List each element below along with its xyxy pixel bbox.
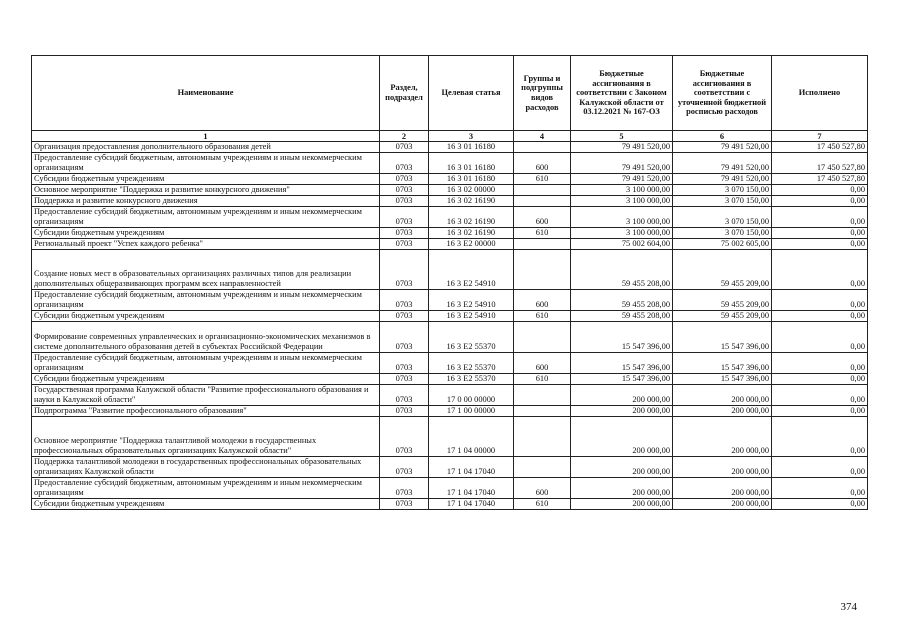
row-executed: 0,00 bbox=[772, 353, 868, 374]
row-name: Предоставление субсидий бюджетным, автономным учреждениям и иным некоммерческим организациям bbox=[32, 153, 380, 174]
row-executed: 0,00 bbox=[772, 374, 868, 385]
row-law-allocation: 79 491 520,00 bbox=[571, 174, 673, 185]
row-group: 600 bbox=[514, 478, 571, 499]
table-row bbox=[32, 228, 868, 239]
row-target: 17 1 04 00000 bbox=[429, 417, 514, 457]
row-law-allocation: 200 000,00 bbox=[571, 385, 673, 406]
row-section: 0703 bbox=[380, 406, 429, 417]
row-refined-allocation: 200 000,00 bbox=[673, 499, 772, 510]
row-law-allocation: 3 100 000,00 bbox=[571, 196, 673, 207]
row-name: Поддержка и развитие конкурсного движения bbox=[32, 196, 380, 207]
row-target: 16 3 02 16190 bbox=[429, 228, 514, 239]
row-name: Поддержка талантливой молодежи в государственных профессиональных образовательных организациях Калужской области bbox=[32, 457, 380, 478]
row-section: 0703 bbox=[380, 311, 429, 322]
row-name: Субсидии бюджетным учреждениям bbox=[32, 311, 380, 322]
column-number: 1 bbox=[32, 131, 380, 142]
table-row bbox=[32, 385, 868, 406]
table-row bbox=[32, 250, 868, 290]
row-group bbox=[514, 142, 571, 153]
table-row bbox=[32, 142, 868, 153]
row-name: Подпрограмма "Развитие профессионального образования" bbox=[32, 406, 380, 417]
row-target: 16 3 E2 55370 bbox=[429, 322, 514, 353]
row-target: 16 3 02 00000 bbox=[429, 185, 514, 196]
row-law-allocation: 200 000,00 bbox=[571, 406, 673, 417]
row-executed: 17 450 527,80 bbox=[772, 153, 868, 174]
row-law-allocation: 200 000,00 bbox=[571, 478, 673, 499]
table-row bbox=[32, 457, 868, 478]
table-row bbox=[32, 185, 868, 196]
row-executed: 17 450 527,80 bbox=[772, 174, 868, 185]
row-name: Создание новых мест в образовательных организациях различных типов для реализации дополнительных общеразвивающих программ всех направленностей bbox=[32, 250, 380, 290]
column-number-row bbox=[32, 131, 868, 142]
table-row bbox=[32, 499, 868, 510]
row-name: Субсидии бюджетным учреждениям bbox=[32, 174, 380, 185]
row-refined-allocation: 3 070 150,00 bbox=[673, 196, 772, 207]
row-law-allocation: 15 547 396,00 bbox=[571, 374, 673, 385]
row-group: 600 bbox=[514, 153, 571, 174]
row-section: 0703 bbox=[380, 196, 429, 207]
row-target: 16 3 02 16190 bbox=[429, 207, 514, 228]
row-executed: 0,00 bbox=[772, 196, 868, 207]
row-name: Предоставление субсидий бюджетным, автономным учреждениям и иным некоммерческим организациям bbox=[32, 353, 380, 374]
table-row bbox=[32, 239, 868, 250]
table-row bbox=[32, 196, 868, 207]
row-group: 600 bbox=[514, 290, 571, 311]
row-group bbox=[514, 239, 571, 250]
row-target: 17 1 04 17040 bbox=[429, 457, 514, 478]
row-name: Государственная программа Калужской области "Развитие профессионального образования и науки в Калужской области" bbox=[32, 385, 380, 406]
row-law-allocation: 200 000,00 bbox=[571, 499, 673, 510]
column-number: 4 bbox=[514, 131, 571, 142]
row-refined-allocation: 3 070 150,00 bbox=[673, 185, 772, 196]
row-section: 0703 bbox=[380, 250, 429, 290]
row-law-allocation: 200 000,00 bbox=[571, 417, 673, 457]
row-section: 0703 bbox=[380, 322, 429, 353]
row-section: 0703 bbox=[380, 353, 429, 374]
row-law-allocation: 15 547 396,00 bbox=[571, 353, 673, 374]
row-target: 16 3 E2 54910 bbox=[429, 290, 514, 311]
row-name: Формирование современных управленческих и организационно-экономических механизмов в системе дополнительного образования детей в субъектах Российской Федерации bbox=[32, 322, 380, 353]
row-name: Организация предоставления дополнительного образования детей bbox=[32, 142, 380, 153]
row-refined-allocation: 59 455 209,00 bbox=[673, 290, 772, 311]
row-section: 0703 bbox=[380, 499, 429, 510]
row-section: 0703 bbox=[380, 374, 429, 385]
row-group bbox=[514, 417, 571, 457]
table-row bbox=[32, 311, 868, 322]
table-body bbox=[32, 142, 868, 510]
row-target: 17 1 00 00000 bbox=[429, 406, 514, 417]
row-name: Основное мероприятие "Поддержка и развитие конкурсного движения" bbox=[32, 185, 380, 196]
row-name: Субсидии бюджетным учреждениям bbox=[32, 374, 380, 385]
row-executed: 0,00 bbox=[772, 417, 868, 457]
row-target: 16 3 E2 54910 bbox=[429, 311, 514, 322]
row-name: Предоставление субсидий бюджетным, автономным учреждениям и иным некоммерческим организациям bbox=[32, 207, 380, 228]
column-number: 7 bbox=[772, 131, 868, 142]
table-row bbox=[32, 478, 868, 499]
page-number: 374 bbox=[840, 601, 857, 613]
row-target: 16 3 E2 54910 bbox=[429, 250, 514, 290]
row-refined-allocation: 15 547 396,00 bbox=[673, 322, 772, 353]
row-section: 0703 bbox=[380, 228, 429, 239]
row-name: Субсидии бюджетным учреждениям bbox=[32, 228, 380, 239]
row-name: Предоставление субсидий бюджетным, автономным учреждениям и иным некоммерческим организациям bbox=[32, 478, 380, 499]
header-executed: Исполнено bbox=[772, 56, 868, 131]
row-refined-allocation: 200 000,00 bbox=[673, 457, 772, 478]
row-executed: 0,00 bbox=[772, 499, 868, 510]
row-executed: 0,00 bbox=[772, 406, 868, 417]
row-target: 16 3 E2 55370 bbox=[429, 353, 514, 374]
row-law-allocation: 200 000,00 bbox=[571, 457, 673, 478]
row-group: 600 bbox=[514, 207, 571, 228]
row-section: 0703 bbox=[380, 385, 429, 406]
table-row bbox=[32, 353, 868, 374]
row-group bbox=[514, 385, 571, 406]
row-refined-allocation: 200 000,00 bbox=[673, 417, 772, 457]
row-section: 0703 bbox=[380, 239, 429, 250]
row-executed: 0,00 bbox=[772, 290, 868, 311]
row-group: 610 bbox=[514, 499, 571, 510]
row-target: 16 3 01 16180 bbox=[429, 174, 514, 185]
row-section: 0703 bbox=[380, 290, 429, 311]
table-row bbox=[32, 207, 868, 228]
row-executed: 0,00 bbox=[772, 457, 868, 478]
row-group: 600 bbox=[514, 353, 571, 374]
row-section: 0703 bbox=[380, 142, 429, 153]
row-law-allocation: 3 100 000,00 bbox=[571, 207, 673, 228]
row-executed: 0,00 bbox=[772, 250, 868, 290]
row-refined-allocation: 200 000,00 bbox=[673, 406, 772, 417]
row-target: 16 3 01 16180 bbox=[429, 142, 514, 153]
column-number: 2 bbox=[380, 131, 429, 142]
row-law-allocation: 15 547 396,00 bbox=[571, 322, 673, 353]
row-target: 17 0 00 00000 bbox=[429, 385, 514, 406]
row-group bbox=[514, 322, 571, 353]
table-row bbox=[32, 174, 868, 185]
header-target: Целевая статья bbox=[429, 56, 514, 131]
row-name: Региональный проект "Успех каждого ребенка" bbox=[32, 239, 380, 250]
row-group: 610 bbox=[514, 174, 571, 185]
row-law-allocation: 59 455 208,00 bbox=[571, 311, 673, 322]
table-row bbox=[32, 322, 868, 353]
row-executed: 0,00 bbox=[772, 311, 868, 322]
row-law-allocation: 79 491 520,00 bbox=[571, 153, 673, 174]
row-executed: 17 450 527,80 bbox=[772, 142, 868, 153]
header-group: Группы и подгруппы видов расходов bbox=[514, 56, 571, 131]
column-number: 3 bbox=[429, 131, 514, 142]
row-law-allocation: 79 491 520,00 bbox=[571, 142, 673, 153]
row-section: 0703 bbox=[380, 457, 429, 478]
row-section: 0703 bbox=[380, 153, 429, 174]
row-target: 16 3 02 16190 bbox=[429, 196, 514, 207]
row-executed: 0,00 bbox=[772, 239, 868, 250]
row-name: Основное мероприятие "Поддержка талантливой молодежи в государственных профессиональных образовательных организациях Калужской области" bbox=[32, 417, 380, 457]
row-refined-allocation: 3 070 150,00 bbox=[673, 228, 772, 239]
row-group bbox=[514, 185, 571, 196]
row-name: Предоставление субсидий бюджетным, автономным учреждениям и иным некоммерческим организациям bbox=[32, 290, 380, 311]
row-executed: 0,00 bbox=[772, 385, 868, 406]
row-group bbox=[514, 406, 571, 417]
row-group: 610 bbox=[514, 374, 571, 385]
row-refined-allocation: 15 547 396,00 bbox=[673, 353, 772, 374]
row-target: 16 3 E2 00000 bbox=[429, 239, 514, 250]
row-group bbox=[514, 196, 571, 207]
table-row bbox=[32, 374, 868, 385]
table-row bbox=[32, 417, 868, 457]
row-law-allocation: 3 100 000,00 bbox=[571, 185, 673, 196]
row-group bbox=[514, 250, 571, 290]
row-executed: 0,00 bbox=[772, 322, 868, 353]
row-section: 0703 bbox=[380, 174, 429, 185]
row-law-allocation: 75 002 604,00 bbox=[571, 239, 673, 250]
header-refined-allocation: Бюджетные ассигнования в соответствии с уточненной бюджетной росписью расходов bbox=[673, 56, 772, 131]
row-refined-allocation: 59 455 209,00 bbox=[673, 250, 772, 290]
row-group: 610 bbox=[514, 311, 571, 322]
row-target: 17 1 04 17040 bbox=[429, 478, 514, 499]
row-group: 610 bbox=[514, 228, 571, 239]
row-executed: 0,00 bbox=[772, 478, 868, 499]
row-target: 17 1 04 17040 bbox=[429, 499, 514, 510]
row-target: 16 3 E2 55370 bbox=[429, 374, 514, 385]
row-section: 0703 bbox=[380, 207, 429, 228]
header-law-allocation: Бюджетные ассигнования в соответствии с Законом Калужской области от 03.12.2021 № 167-ОЗ bbox=[571, 56, 673, 131]
row-executed: 0,00 bbox=[772, 207, 868, 228]
column-number: 6 bbox=[673, 131, 772, 142]
column-number: 5 bbox=[571, 131, 673, 142]
row-executed: 0,00 bbox=[772, 228, 868, 239]
header-name: Наименование bbox=[32, 56, 380, 131]
row-executed: 0,00 bbox=[772, 185, 868, 196]
row-section: 0703 bbox=[380, 185, 429, 196]
row-target: 16 3 01 16180 bbox=[429, 153, 514, 174]
row-group bbox=[514, 457, 571, 478]
header-section: Раздел, подраздел bbox=[380, 56, 429, 131]
row-refined-allocation: 79 491 520,00 bbox=[673, 153, 772, 174]
row-law-allocation: 59 455 208,00 bbox=[571, 290, 673, 311]
row-refined-allocation: 75 002 605,00 bbox=[673, 239, 772, 250]
table-row bbox=[32, 406, 868, 417]
row-section: 0703 bbox=[380, 478, 429, 499]
row-refined-allocation: 200 000,00 bbox=[673, 478, 772, 499]
table-row bbox=[32, 290, 868, 311]
row-refined-allocation: 59 455 209,00 bbox=[673, 311, 772, 322]
row-refined-allocation: 79 491 520,00 bbox=[673, 174, 772, 185]
row-law-allocation: 3 100 000,00 bbox=[571, 228, 673, 239]
row-law-allocation: 59 455 208,00 bbox=[571, 250, 673, 290]
budget-table bbox=[31, 55, 868, 510]
row-refined-allocation: 79 491 520,00 bbox=[673, 142, 772, 153]
row-refined-allocation: 15 547 396,00 bbox=[673, 374, 772, 385]
header-row bbox=[32, 56, 868, 131]
row-refined-allocation: 3 070 150,00 bbox=[673, 207, 772, 228]
table-row bbox=[32, 153, 868, 174]
row-refined-allocation: 200 000,00 bbox=[673, 385, 772, 406]
row-name: Субсидии бюджетным учреждениям bbox=[32, 499, 380, 510]
row-section: 0703 bbox=[380, 417, 429, 457]
